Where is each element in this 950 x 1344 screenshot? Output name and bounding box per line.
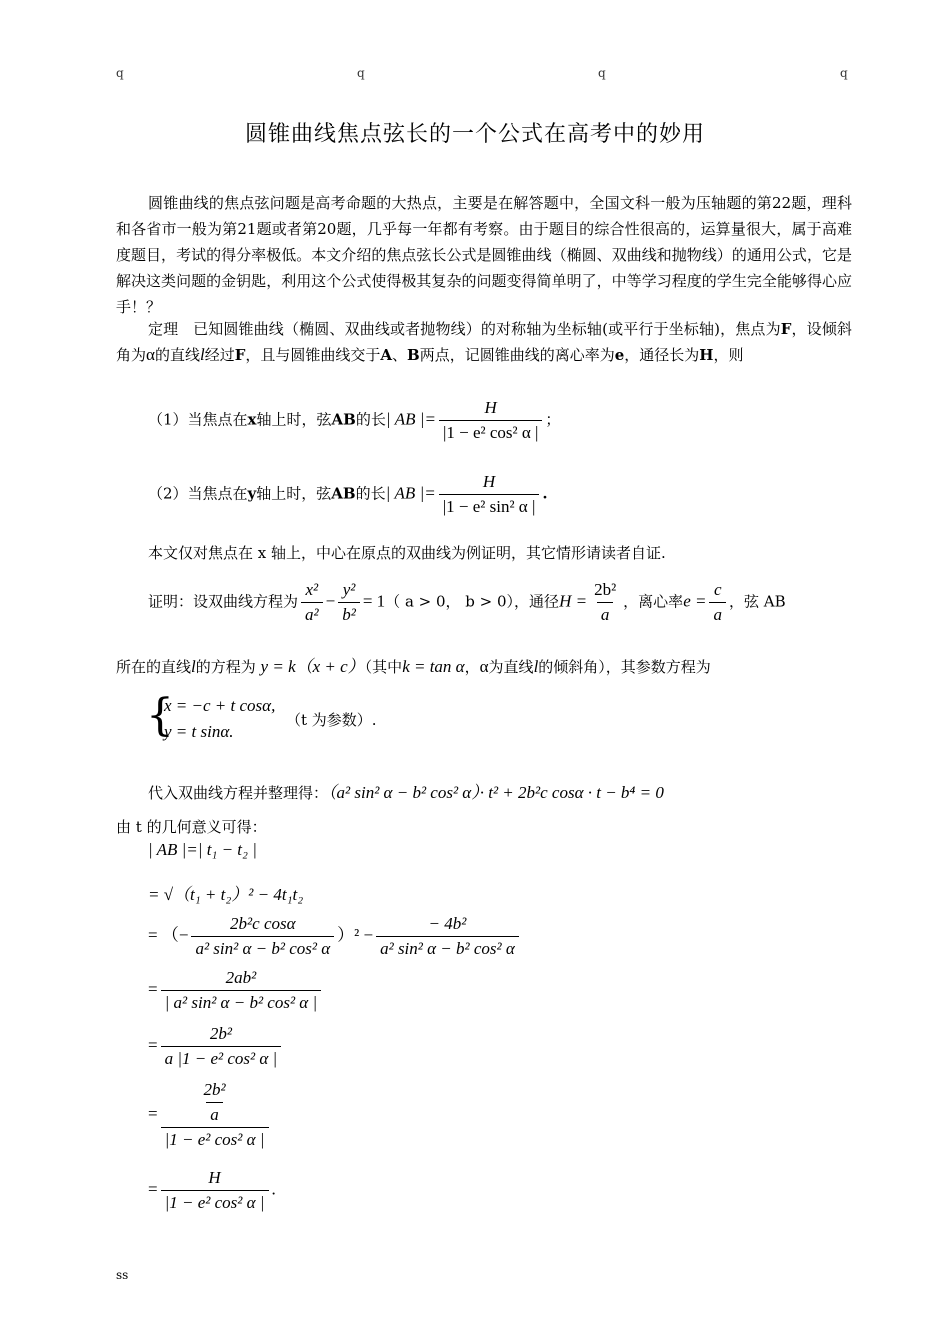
theorem-paragraph [116,316,852,368]
fraction: $\frac{c}{a}$ [709,580,726,625]
intro-paragraph: 圆锥曲线的焦点弦问题是高考命题的大热点，主要是在解答题中，全国文科一般为压轴题的第22题，理科和各省市一般为第21题或者第20题，几乎每一年都有考察。由于题目的综合性很高的，运算量很大，属于高难度题目，考试的得分率极低。本文介绍的焦点弦长公式是圆锥曲线（椭圆、双曲线和抛物线）的通用公式，它是解决这类问题的金钥匙，利用这个公式使得极其复杂的问题变得简单明了，中等学习程度的学生完全能够得心应手！？ [116,194,852,316]
latus-rectum-label: H [699,346,714,364]
theorem-text: 两点，记圆锥曲线的离心率为 [419,346,615,364]
proof-note: 本文仅对焦点在 x 轴上，中心在原点的双曲线为例证明，其它情形请读者自证. [148,544,666,562]
substituted-equation: 代入双曲线方程并整理得：（a² sin² α − b² cos² α）· t² + 2b²c cosα · t − b⁴ = 0 [148,783,664,802]
fraction: $\frac{\text{2ab²}}{\text{| a² sin² α − b² cos² α |}}$ [161,968,322,1013]
theorem-text: ，则 [713,346,744,364]
derivation-step-3: = （− $\frac{\text{2b²c cosα}}{\text{a² sin² α − b² cos² α}}$ ）² − $\frac{\text{− 4b²}}{\text{a² sin² α − b² cos² α}}$ [148,914,522,959]
theorem-text: ，通径长为 [624,346,700,364]
fraction: $\frac{\text{2b²c cosα}}{\text{a² sin² α − b² cos² α}}$ [191,914,334,959]
case-1-formula: （1）当焦点在x轴上时，弦AB的长| AB |= $\frac{H}{\text{|1 − e² cos² α |}}$ ； [148,398,561,442]
derivation-step-6: = $\frac{\frac{\text{2b²}}{a}}{\text{|1 − e² cos² α |}}$ [148,1080,272,1150]
fraction: $\frac{\text{2b²}}{a}$ [594,580,617,624]
theorem-text: 的直线 [154,346,200,364]
point-a: A [380,346,393,364]
derivation-step-5: = $\frac{\text{2b²}}{\text{a |1 − e² cos² α |}}$ [148,1024,284,1069]
fraction: $\frac{\frac{\text{2b²}}{a}}{\text{|1 − e² cos² α |}}$ [161,1080,269,1150]
point-b: B [407,346,420,364]
brace-symbol: { [146,690,174,741]
line-symbol: l [199,345,205,364]
fraction: $\frac{H}{\text{|1 − e² cos² α |}}$ [439,398,542,443]
theorem-text: ，设倾斜角为 [116,320,852,364]
alpha-symbol: α [146,345,155,364]
fraction: $\frac{H}{\text{|1 − e² sin² α |}}$ [439,472,540,517]
derivation-step-7: = $\frac{H}{\text{|1 − e² cos² α |}}$ . [148,1168,276,1212]
case-2-formula: （2）当焦点在y轴上时，弦AB的长| AB |= $\frac{H}{\text{|1 − e² sin² α |}}$ . [148,472,548,516]
footer-mark: ss [116,1268,129,1282]
header-mark: q [357,66,365,80]
focus-label: F [780,320,792,338]
theorem-label: 定理 [148,320,179,338]
derivation-step-1: | AB |=| t₁ − t₂ | [148,840,257,859]
header-mark: q [116,66,124,80]
fraction: $\frac{\text{2b²}}{a}$ [203,1080,226,1124]
fraction: $\frac{H}{\text{|1 − e² cos² α |}}$ [161,1168,269,1213]
fraction: $\frac{\text{x²}}{\text{a²}}$ [301,580,323,625]
theorem-text: 已知圆锥曲线（椭圆、双曲线或者抛物线）的对称轴为坐标轴(或平行于坐标轴)，焦点为 [193,320,781,338]
derivation-step-4: = $\frac{\text{2ab²}}{\text{| a² sin² α − b² cos² α |}}$ [148,968,324,1013]
geometric-meaning: 由 t 的几何意义可得： [116,818,267,836]
header-mark: q [840,66,848,80]
line-equation: 所在的直线l的方程为 y = k（x + c）（其中k = tan α，α为直线l的倾斜角），其参数方程为 [116,657,711,676]
fraction: $\frac{\text{y²}}{\text{b²}}$ [338,580,360,625]
header-mark: q [598,66,606,80]
fraction: $\frac{\text{2b²}}{\text{a |1 − e² cos² α |}}$ [161,1024,282,1069]
focus-label: F [234,346,246,364]
proof-intro: 证明：设双曲线方程为 $\frac{\text{x²}}{\text{a²}}$ − $\frac{\text{y²}}{\text{b²}}$ = 1（ a > 0， b > 0），通径H = $\frac{\text{2b²}}{a}$ ，离心率e = $\frac{c}{a}$ ，弦 AB [148,580,786,624]
derivation-step-2: = √（t₁ + t₂）² − 4t₁t₂ [148,885,304,904]
theorem-text: 经过 [204,346,235,364]
theorem-text: 、 [392,346,408,364]
fraction: $\frac{\text{− 4b²}}{\text{a² sin² α − b² cos² α}}$ [376,914,519,959]
theorem-text: ，且与圆锥曲线交于 [245,346,381,364]
eccentricity-label: e [614,346,625,364]
page-title: 圆锥曲线焦点弦长的一个公式在高考中的妙用 [244,122,705,147]
